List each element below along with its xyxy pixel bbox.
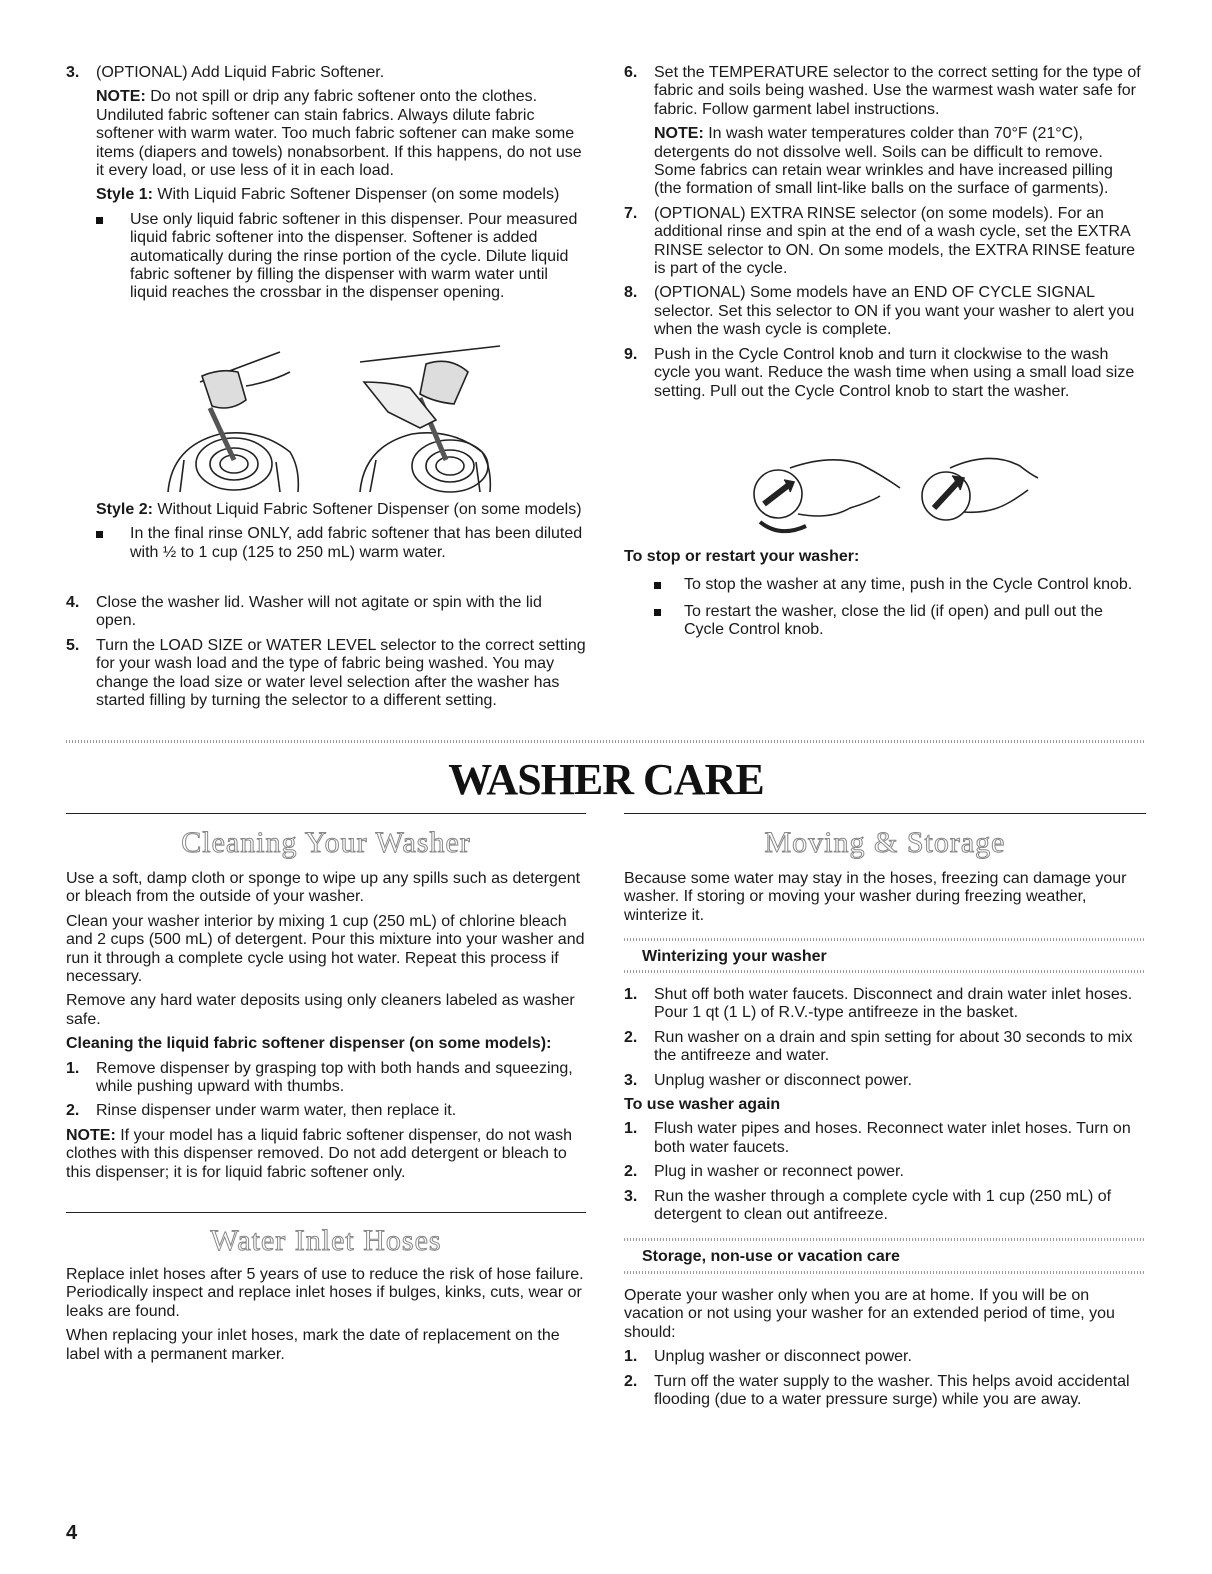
hoses-p2: When replacing your inlet hoses, mark the date of replacement on the label with a permanent marker.	[66, 1327, 560, 1363]
step-3: 3. (OPTIONAL) Add Liquid Fabric Softener. NOTE: Do not spill or drip any fabric softener onto the clothes. Undiluted fabric softener can stain fabrics. Always dilute fabric softener with warm water. Too much fabric softener can make some items (diapers and towels) nonabsorbent. If this happens, do not use it every load, or use less of it in each load. Style 1: With Liquid Fabric Softener Dispenser (on some models) Use only liquid fabric softener in this dispenser. Pour measured liquid fabric softener into the dispenser. Softener is added automatically during the rinse portion of the cycle. Dilute liquid fabric softener by filling the dispenser with warm water until liquid reaches the crossbar in the dispenser opening.	[66, 64, 586, 303]
moving-heading: Moving & Storage	[764, 826, 1006, 859]
stop-restart-heading: To stop or restart your washer:	[624, 548, 860, 565]
dispenser-heading: Cleaning the liquid fabric softener dispenser (on some models):	[66, 1035, 552, 1053]
style-1: Style 1: With Liquid Fabric Softener Dispenser (on some models)	[96, 186, 560, 204]
storage-step-2: 2. Turn off the water supply to the washer. This helps avoid accidental flooding (due to a water pressure surge) while you are away.	[624, 1372, 1130, 1409]
cleaning-column	[66, 870, 586, 1188]
style-2: Style 2: Without Liquid Fabric Softener Dispenser (on some models)	[96, 501, 582, 518]
winter-rule-bottom	[624, 970, 1146, 973]
hoses-p1: Replace inlet hoses after 5 years of use to reduce the risk of hose failure. Periodically inspect and replace inlet hoses if bulges, kinks, cuts, wear or leaks are found.	[66, 1266, 584, 1320]
again-step-3: 3. Run the washer through a complete cycle with 1 cup (250 mL) of detergent to clean out antifreeze.	[624, 1187, 1112, 1224]
style-2-bullet: In the final rinse ONLY, add fabric softener that has been diluted with ½ to 1 cup (125 to 250 mL) warm water.	[96, 525, 586, 562]
bullet-icon	[96, 217, 103, 224]
page-number: 4	[66, 1522, 78, 1544]
use-again-heading: To use washer again	[624, 1096, 781, 1114]
dispenser-note: NOTE: If your model has a liquid fabric softener dispenser, do not wash clothes with this dispenser removed. Do not add detergent or bleach to this dispenser; it is for liquid fabric softener only.	[66, 1126, 573, 1181]
section-divider	[66, 740, 1146, 743]
cleaning-p3: Remove any hard water deposits using only cleaners labeled as washer safe.	[66, 992, 575, 1028]
dispenser-step-1: 1. Remove dispenser by grasping top with both hands and squeezing, while pushing upward with thumbs.	[66, 1059, 573, 1096]
style-1-bullet: Use only liquid fabric softener in this dispenser. Pour measured liquid fabric softener into the dispenser. Softener is added automatically during the rinse portion of the cycle. Dilute liquid fabric softener by filling the dispenser with warm water until liquid reaches the crossbar in the dispenser opening.	[96, 211, 586, 303]
cycle-knob-illustration	[750, 444, 1040, 544]
winter-steps	[624, 986, 1146, 1230]
winter-rule-top	[624, 938, 1146, 941]
winter-step-1: 1. Shut off both water faucets. Disconnect and drain water inlet hoses. Pour 1 qt (1 L) of R.V.-type antifreeze in the basket.	[624, 986, 1133, 1022]
hoses-column	[66, 1266, 586, 1370]
step-5: 5. Turn the LOAD SIZE or WATER LEVEL selector to the correct setting for your wash load and the type of fabric being washed. You may change the load size or water level selection after the washer has started filling by turning the selector to a different setting.	[66, 636, 586, 710]
step-7: 7. (OPTIONAL) EXTRA RINSE selector (on some models). For an additional rinse and spin at the end of a wash cycle, set the EXTRA RINSE selector to ON. On some models, the EXTRA RINSE feature is part of the cycle.	[624, 204, 1136, 278]
cleaning-p1: Use a soft, damp cloth or sponge to wipe up any spills such as detergent or bleach from the outside of your washer.	[66, 870, 581, 906]
bullet-icon	[96, 531, 103, 538]
restart-bullet: To restart the washer, close the lid (if open) and pull out the Cycle Control knob.	[654, 603, 1144, 640]
left-heading-rule	[66, 813, 586, 814]
dispenser-step-2: 2. Rinse dispenser under warm water, then replace it.	[66, 1102, 457, 1120]
moving-p1: Because some water may stay in the hoses, freezing can damage your washer. If storing or moving your washer during freezing weather, winterize it.	[624, 870, 1127, 924]
top-left-column	[66, 64, 586, 311]
storage-step-1: 1. Unplug washer or disconnect power.	[624, 1348, 912, 1366]
storage-heading: Storage, non-use or vacation care	[642, 1248, 900, 1265]
winter-heading: Winterizing your washer	[642, 948, 827, 965]
storage-rule-bottom	[624, 1271, 1146, 1274]
right-heading-rule	[624, 813, 1146, 814]
storage-rule-top	[624, 1238, 1146, 1241]
cleaning-p2: Clean your washer interior by mixing 1 cup (250 mL) of chlorine bleach and 2 cups (500 mL) of detergent. Pour this mixture into your washer and run it through a complete cycle using hot water. Repeat this process if necessary.	[66, 912, 585, 986]
top-left-column-3	[66, 594, 586, 716]
step-4: 4. Close the washer lid. Washer will not agitate or spin with the lid open.	[66, 594, 542, 630]
again-step-2: 2. Plug in washer or reconnect power.	[624, 1163, 904, 1181]
storage-p: Operate your washer only when you are at home. If you will be on vacation or not using your washer for an extended period of time, you should:	[624, 1287, 1115, 1341]
step-8: 8. (OPTIONAL) Some models have an END OF CYCLE SIGNAL selector. Set this selector to ON if you want your washer to alert you when the wash cycle is complete.	[624, 284, 1135, 339]
hoses-heading: Water Inlet Hoses	[210, 1224, 442, 1257]
step-9: 9. Push in the Cycle Control knob and turn it clockwise to the wash cycle you want. Reduce the wash time when using a small load size setting. Pull out the Cycle Control knob to start the washer.	[624, 345, 1135, 400]
top-right-column	[624, 64, 1144, 407]
washer-care-title: WASHER CARE	[448, 755, 764, 804]
again-step-1: 1. Flush water pipes and hoses. Reconnect water inlet hoses. Turn on both water faucets.	[624, 1120, 1131, 1156]
storage-column	[624, 1287, 1146, 1415]
softener-dispenser-illustration	[150, 342, 510, 494]
winter-step-2: 2. Run washer on a drain and spin setting for about 30 seconds to mix the antifreeze and water.	[624, 1028, 1133, 1065]
note-temperature: NOTE: In wash water temperatures colder than 70°F (21°C), detergents do not dissolve well. Soils can be difficult to remove. Some fabrics can retain wear wrinkles and have increased pilling (the formation of small lint-like balls on the surface of garments).	[654, 125, 1113, 198]
hoses-rule	[66, 1212, 586, 1213]
cleaning-heading: Cleaning Your Washer	[181, 826, 471, 859]
stop-bullet: To stop the washer at any time, push in the Cycle Control knob.	[654, 576, 1144, 594]
bullet-icon	[654, 582, 661, 589]
step-6: 6. Set the TEMPERATURE selector to the correct setting for the type of fabric and soils being washed. Use the warmest wash water safe for fabric. Follow garment label instructions. NOTE: In wash water temperatures colder than 70°F (21°C), detergents do not dissolve well. Soils can be difficult to remove. Some fabrics can retain wear wrinkles and have increased pilling (the formation of small lint-like balls on the surface of garments).	[624, 64, 1144, 199]
top-right-column-2	[624, 548, 1144, 648]
bullet-icon	[654, 609, 661, 616]
winter-step-3: 3. Unplug washer or disconnect power.	[624, 1071, 912, 1089]
note-softener: NOTE: Do not spill or drip any fabric softener onto the clothes. Undiluted fabric softener can stain fabrics. Always dilute fabric softener with warm water. Too much fabric softener can make some items (diapers and towels) nonabsorbent. If this happens, do not use it every load, or use less of it in each load.	[96, 88, 582, 180]
top-left-column-2	[96, 501, 586, 570]
moving-column	[624, 870, 1146, 931]
